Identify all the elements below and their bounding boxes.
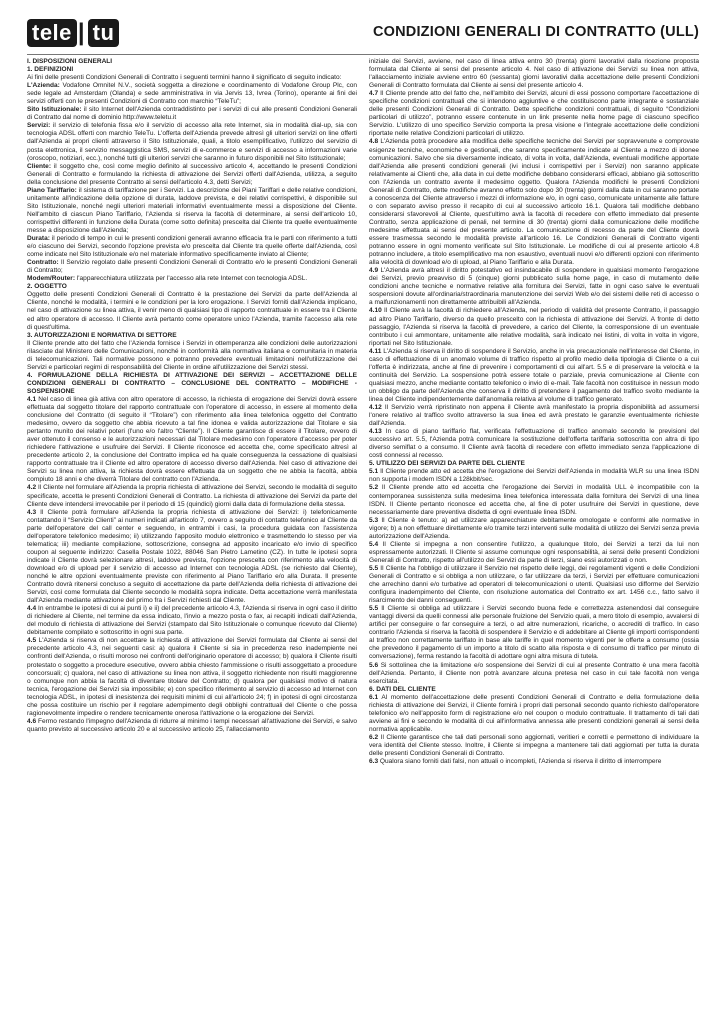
numbered-clause bbox=[27, 718, 357, 734]
clause-text: Il Cliente ha l'obbligo di utilizzare il Servizio nel rispetto delle leggi, dei regolamenti vigenti e delle Condizioni Generali di Contratto e si obbliga a non utilizzare, o far utilizzare da terzi, i Servizi per effettuare comunicazioni che arrechino danni e/o turbative ad operatori di telecomunicazioni o utenti. Qualsiasi uso difforme del Servizio configura inadempimento del Cliente, con risoluzione automatica del Contratto ex art. 1456 c.c., fatto salvo il risarcimento dei danni conseguenti. bbox=[369, 564, 699, 605]
numbered-clause bbox=[27, 396, 357, 485]
definition bbox=[27, 122, 357, 162]
clause-text: il periodo di tempo in cui le presenti condizioni generali avranno efficacia fra le parti con riferimento a tutti e/o ciascuno dei Servizi, secondo l'opzione prevista e/o prescelta dal Cliente tra quelle offerte dall'Azienda, così come indicate nel Sito Istituzionale e/o nel materiale informativo specificamente inviato al Cliente; bbox=[27, 235, 357, 259]
clause-text: Al momento dell'accettazione delle presenti Condizioni Generali di Contratto e della formulazione della richiesta di attivazione dei Servizi, il Cliente fornirà i propri dati personali secondo quanto richiesto dall'operatore telefonico e/o nell'apposito form di registrazione e/o nel coupon o modulo contrattuale. Il trattamento di tali dati avviene ai fini e secondo le modalità di cui all'informativa annessa alle presenti condizioni generali ai sensi della normativa applicabile. bbox=[369, 693, 699, 733]
numbered-clause bbox=[369, 734, 699, 758]
clause-text: Qualora siano forniti dati falsi, non attuali o incompleti, l'Azienda si riserva il diritto di interrompere bbox=[378, 758, 662, 766]
numbered-clause bbox=[369, 541, 699, 565]
section-heading: 1. DEFINIZIONI bbox=[27, 66, 74, 74]
clause-number: 4.8 bbox=[369, 138, 379, 146]
definition bbox=[27, 259, 357, 275]
definition-term: Piano Tariffario: bbox=[27, 186, 77, 194]
paragraph: Ai fini delle presenti Condizioni Generali di Contratto i seguenti termini hanno il significato di seguito indicato: bbox=[27, 74, 342, 82]
clause-text: Il Cliente prende atto ed accetta che l'erogazione dei Servizi dell'Azienda in modalità WLR su una linea ISDN non supporta i modem ISDN a 128kbit/sec. bbox=[369, 468, 699, 484]
clause-text: Nel caso di linea già attiva con altro operatore di accesso, la richiesta di erogazione dei Servizi dovrà essere effettuata dal soggetto titolare del rapporto contrattuale con l'operatore di accesso, in essere al momento della conclusione del Contratto (di seguito il “Titolare”) con riferimento alla linea telefonica oggetto del Contratto medesimo, ovvero da soggetto che abbia ricevuto a tal fine idonea e valida autorizzazione dal Titolare e sia pertanto munito dei relativi poteri (l'uno e/o l'altro “Cliente”). Il Cliente garantisce di essere il Titolare, ovvero di aver ottenuto il consenso e le autorizzazioni necessari dal Titolare medesimo con l'operatore d'accesso per poter richiedere l'attivazione e usufruire dei Servizi. Il Cliente riconosce ed accetta che, come specificato altresì al precedente articolo 2, la conclusione del Contratto implica ed ha quale conseguenza la cessazione di qualsiasi rapporto contrattuale tra il Cliente ed altro operatore di accesso diverso dall'Azienda. Nel caso di attivazione dei Servizi su linea non attiva, la richiesta dovrà essere effettuata da un soggetto che ne abbia la facoltà, abbia compiuto 18 anni e che diverrà Titolare del contratto con l'Azienda. bbox=[27, 395, 357, 484]
clause-number: 4.12 bbox=[369, 404, 382, 412]
clause-text: Il Cliente nel formulare all'Azienda la propria richiesta di attivazione dei Servizi, secondo le modalità di seguito specificate, accetta le presenti Condizioni Generali di Contratto. La richiesta di attivazione dei Servizi da parte del Cliente deve intendersi irrevocabile per il periodo di 15 (quindici) giorni dalla data di formulazione della stessa. bbox=[27, 484, 357, 508]
numbered-clause bbox=[369, 662, 699, 686]
numbered-clause bbox=[27, 637, 357, 717]
numbered-clause bbox=[369, 307, 699, 347]
numbered-clause bbox=[369, 428, 699, 460]
numbered-clause bbox=[369, 565, 699, 605]
clause-text: Il Servizio regolato dalle presenti Condizioni Generali di Contratto e/o le presenti Condizioni Generali di Contratto; bbox=[27, 259, 357, 275]
definition bbox=[27, 82, 357, 106]
clause-text: il servizio di telefonia fissa e/o il servizio di accesso alla rete Internet, sia in modalità dial-up, sia con tecnologia ADSL offerti con marchio TeleTu. L'offerta dell'Azienda prevede altresì gli ulteriori servizi on line offerti dall'Azienda ai propri clienti attraverso il Sito Istituzionale, quali, a titolo esemplificativo, l'utilizzo del servizio di posta elettronica, il servizio messaggistica SMS, servizi di e-commerce e servizi di accesso a informazioni varie (oroscopo, notiziari, ecc.), nonché tutti gli ulteriori servizi che saranno in futuro disponibili nel Sito Istituzionale; bbox=[27, 122, 357, 162]
definition-term: Durata: bbox=[27, 235, 50, 243]
definition-term: L'Azienda: bbox=[27, 82, 60, 90]
definition bbox=[27, 187, 357, 235]
numbered-clause bbox=[27, 605, 357, 637]
clause-number: 4.1 bbox=[27, 395, 37, 403]
clause-number: 5.4 bbox=[369, 540, 379, 548]
document-body bbox=[27, 58, 699, 1018]
numbered-clause bbox=[369, 468, 699, 484]
clause-number: 4.3 bbox=[27, 508, 37, 516]
clause-text: L'Azienda potrà procedere alla modifica delle specifiche tecniche dei Servizi per sopravvenute e comprovate esigenze tecniche, economiche e gestionali, che saranno specificamente indicate al Cliente a mezzo di idonee comunicazioni. Salvo che sia diversamente indicato, di volta in volta, dall'Azienda, eventuali modifiche apportate dall'Azienda alle presenti condizioni generali (ivi inclusi i corrispettivi per i Servizi) non saranno applicate relativamente ai Clienti che, alla data in cui dette modifiche debbano considerarsi efficaci, abbiano già sottoscritto con l'Azienda un contratto avente il medesimo oggetto. Qualora l'Azienda modifichi le presenti Condizioni Generali di Contratto, dette modifiche avranno effetto solo dopo 30 (trenta) giorni dalla data in cui saranno portate a conoscenza del Cliente attraverso i mezzi di informazione e/o, in ogni caso, comunicate unitamente alle fatture o con separato avviso presso il recapito di cui al successivo articolo 16.1. Qualora tali modifiche debbano considerarsi sfavorevoli al Cliente, quest'ultimo avrà la facoltà di recedere con effetto immediato dal presente Contratto, senza applicazione di penali, nel termine di 30 (trenta) giorni dalla comunicazione delle modifiche medesime effettuata ai sensi del presente articolo. La comunicazione di recesso da parte del Cliente dovrà essere trasmessa secondo le modalità previste all'articolo 16. Le Condizioni Generali di Contratto vigenti potranno essere in ogni momento verificate sul Sito Istituzionale. Le modifiche di cui al presente articolo 4.8 potranno includere, a titolo esemplificativo ma non esaustivo, eventuali nuovi e/o differenti opzioni con riferimento alla velocità di download e/o di upload, al Piano Tariffario e alla Durata. bbox=[369, 138, 699, 267]
numbered-clause bbox=[369, 694, 699, 734]
section-heading: 3. AUTORIZZAZIONI E NORMATIVA DI SETTORE bbox=[27, 331, 177, 339]
clause-text: In entrambe le ipotesi di cui ai punti i) e ii) del precedente articolo 4.3, l'Azienda si riserva in ogni caso il diritto di richiedere al Cliente, nel termine da essa indicato, l'invio a mezzo posta o fax, ai recapiti indicati dall'Azienda, del modulo di richiesta di attivazione dei Servizi (stampato dal Sito Istituzionale o comunque ricevuto dal Cliente) debitamente compilato e sottoscritto in ogni sua parte. bbox=[27, 605, 357, 637]
definition-term: Cliente: bbox=[27, 162, 52, 170]
definition bbox=[27, 163, 357, 187]
numbered-clause bbox=[369, 267, 699, 307]
clause-number: 6.2 bbox=[369, 733, 379, 741]
section-heading: 5. UTILIZZO DEI SERVIZI DA PARTE DEL CLIENTE bbox=[369, 460, 525, 468]
section-heading: 6. DATI DEL CLIENTE bbox=[369, 685, 436, 693]
clause-text: Il Cliente garantisce che tali dati personali sono aggiornati, veritieri e corretti e permettono di individuare la vera identità del Cliente stesso. Inoltre, il Cliente si impegna a mantenere tali dati aggiornati per tutta la durata delle presenti Condizioni Generali di Contratto. bbox=[369, 733, 699, 758]
definition-term: Contratto: bbox=[27, 259, 59, 267]
logo-right: tu bbox=[88, 19, 120, 47]
clause-number: 4.7 bbox=[369, 90, 379, 98]
definition bbox=[27, 235, 357, 259]
clause-text: Il Servizio verrà ripristinato non appena il Cliente avrà manifestato la propria disponibilità ad assumersi l'onere relativo al traffico svolto attraverso la sua linea ed avrà prestato le garanzie eventualmente richieste dall'Azienda. bbox=[369, 404, 699, 428]
clause-number: 4.6 bbox=[27, 717, 37, 725]
numbered-clause bbox=[369, 138, 699, 267]
clause-number: 5.6 bbox=[369, 661, 379, 669]
logo-separator: | bbox=[77, 19, 85, 46]
definition-term: Sito Istituzionale: bbox=[27, 106, 82, 114]
clause-text: l'apparecchiatura utilizzata per l'accesso alla rete Internet con tecnologia ADSL. bbox=[75, 275, 308, 283]
clause-number: 4.5 bbox=[27, 637, 37, 645]
numbered-clause bbox=[27, 509, 357, 606]
clause-number: 4.9 bbox=[369, 267, 379, 275]
numbered-clause bbox=[369, 605, 699, 661]
definition-term: Servizi: bbox=[27, 122, 51, 130]
numbered-clause bbox=[369, 348, 699, 404]
clause-number: 4.2 bbox=[27, 484, 37, 492]
clause-text: Si sottolinea che la limitazione e/o sospensione dei Servizi di cui al presente Contratto è una mera facoltà dell'Azienda. Pertanto, il Cliente non potrà avanzare alcuna pretesa nel caso in cui tale facoltà non venga esercitata. bbox=[369, 661, 699, 685]
clause-number: 5.3 bbox=[369, 516, 379, 524]
clause-text: L'Azienda si riserva il diritto di sospendere il Servizio, anche in via precauzionale nell'interesse del Cliente, in caso di effettuazione di un anomalo volume di traffico rispetto al profilo medio della tipologia di Cliente o a cui l'offerta è indirizzata, anche al fine di prevenire i comportamenti di cui all'art. 5.5 e di preservare la velocità e la continuità del Servizio. La sospensione potrà essere totale o parziale, previa comunicazione al Cliente con qualsiasi mezzo, anche mediante contatto telefonico o invio di e-mail. Tale facoltà non costituisce in nessun modo un obbligo da parte dell'Azienda che conserva il diritto di pretendere il pagamento del traffico svolto mediante la linea del Cliente indipendentemente dall'anomalia relativa al volume di traffico generato. bbox=[369, 347, 699, 403]
left-column bbox=[27, 58, 357, 1018]
clause-text: Il Cliente si obbliga ad utilizzare i Servizi secondo buona fede e correttezza astenendosi dal conseguire vantaggi diversi da quelli connessi alle personale fruizione del Servizio quali, a mero titolo di esempio, avvalersi di artifici per conseguire o far conseguire a terzi, o ad altre numerazioni, ricariche, o accrediti di traffico. In caso contrario l'Azienda si riserva la facoltà di sospendere il Servizio e di addebitare al Cliente gli importi corrispondenti al traffico non correttamente tariffato in base alle tariffe in quel momento vigenti per le offerte a consumo (ossia che prevedono il pagamento di un importo a titolo di scatto alla risposta e di consumo di traffico per minuto di conversazione), ferma restando la facoltà di adottare ogni altra misura di tutela. bbox=[369, 605, 699, 661]
paragraph: iniziale dei Servizi, avviene, nel caso di linea attiva entro 30 (trenta) giorni lavorativi dalla ricezione proposta formulata dal Cliente ai sensi del presente articolo 4. Nel caso di attivazione dei Servizi su linea non attiva, l'allacciamento iniziale avviene entro 60 (sessanta) giorni lavorativi dalla accettazione delle presenti Condizioni Generali di Contratto formulata dal Cliente ai sensi del presente articolo 4. bbox=[369, 58, 699, 90]
logo-left: tele bbox=[27, 19, 77, 47]
teletu-logo bbox=[27, 18, 119, 48]
clause-text: Il Cliente si impegna a non consentire l'utilizzo, a qualunque titolo, dei Servizi a terzi da lui non espressamente autorizzati. Il Cliente si assume comunque ogni responsabilità, ai sensi delle presenti Condizioni Generali di Contratto, rispetto all'utilizzo dei Servizi da parte di terzi, siano essi autorizzati o non. bbox=[369, 540, 699, 564]
numbered-clause bbox=[369, 517, 699, 541]
clause-text: Il Cliente prende atto ed accetta che l'erogazione dei Servizi in modalità ULL è incompatibile con la contemporanea sussistenza sulla medesima linea telefonica interessata dalla fornitura dei Servizi di una linea ISDN. Il Cliente pertanto riconosce ed accetta che, al fine di poter usufruire dei Servizi in questione, deve necessariamente dare preventiva disdetta di ogni eventuale linea ISDN. bbox=[369, 484, 699, 516]
clause-number: 5.1 bbox=[369, 468, 379, 476]
numbered-clause bbox=[369, 758, 699, 766]
clause-text: L'Azienda avrà altresì il diritto potestativo ed insindacabile di sospendere in qualsiasi momento l'erogazione dei Servizi, previo preavviso di 5 (cinque) giorni pubblicato sulla home page, in caso di mutamento delle condizioni anche tecniche e normative relative alla fornitura dei Servizi, fatte in ogni caso salve le eventuali sospensioni dovute all'ordinaria/straordinaria manutenzione dei servizi Web e/o dei sistemi delle reti di accesso o a malfunzionamenti non direttamente attribuibili all'Azienda. bbox=[369, 267, 699, 307]
clause-number: 5.2 bbox=[369, 484, 379, 492]
right-column bbox=[369, 58, 699, 1018]
clause-text: il soggetto che, così come meglio definito al successivo articolo 4, accettando le presenti Condizioni Generali di Contratto e formulando la richiesta di attivazione dei Servizi offerti dall'Azienda, utilizza, a seguito della conclusione del presente Contratto ai sensi dell'articolo 4.3, detti Servizi; bbox=[27, 162, 357, 186]
clause-number: 4.11 bbox=[369, 347, 382, 355]
section-heading: 4. FORMULAZIONE DELLA RICHIESTA DI ATTIVAZIONE DEI SERVIZI – ACCETTAZIONE DELLE CONDIZIONI GENERALI DI CONTRATTO – CONCLUSIONE DEL CONTRATTO – MODIFICHE - SOSPENSIONE bbox=[27, 371, 357, 395]
section-heading: I. DISPOSIZIONI GENERALI bbox=[27, 58, 113, 65]
section-heading: 2. OGGETTO bbox=[27, 283, 67, 291]
definition bbox=[27, 275, 357, 283]
numbered-clause bbox=[369, 484, 699, 516]
clause-text: In caso di piano tariffario flat, verificata l'effettuazione di traffico anomalo secondo le previsioni del successivo art. 5.5, l'Azienda potrà comunicare la sostituzione dell'offerta tariffaria sottoscritta con altra di tipo diverso semiflat o a consumo. Il Cliente avrà facoltà di recedere con effetto immediato senza l'applicazione di costi connessi al recesso. bbox=[369, 428, 699, 460]
clause-number: 5.5 bbox=[369, 605, 379, 613]
document-title: CONDIZIONI GENERALI DI CONTRATTO (ULL) bbox=[372, 24, 699, 40]
paragraph: Oggetto delle presenti Condizioni Generali di Contratto è la prestazione dei Servizi da parte dell'Azienda al Cliente, nonché le modalità, i termini e le condizioni per la loro erogazione. I Servizi forniti dall'Azienda implicano, nel caso di attivazione su linea attiva, il venir meno di qualsiasi tipo di rapporto contrattuale in essere tra il Cliente ed altro operatore di accesso. Il Cliente avrà pertanto come operatore unico l'Azienda, tramite l'accesso alla rete di quest'ultima. bbox=[27, 291, 357, 331]
numbered-clause bbox=[369, 404, 699, 428]
clause-text: L'Azienda si riserva di non accettare la richiesta di attivazione dei Servizi formulata dal Cliente ai sensi del precedente articolo 4.3, nei seguenti casi: a) qualora il Cliente si sia in precedenza reso inadempiente nei confronti dell'Azienda, o risulti moroso nei confronti dell'originario operatore di accesso; b) qualora il Cliente risulti protestato o soggetto a procedure esecutive, ovvero abbia chiesto l'ammissione o risulti assoggettato a procedure concorsuali; c) qualora, nel caso di attivazione su linea non attiva, il soggetto richiedente non risulti maggiorenne o comunque non abbia la facoltà di diventare titolare del Contratto; d) qualora per qualsiasi motivo di natura tecnica, l'erogazione dei Servizi sia impossibile; e) con specifico riferimento al servizio di accesso ad Internet con tecnologia ADSL, in ipotesi di inesistenza dei requisiti minimi di cui all'articolo 24; f) in ipotesi di ogni circostanza che possa costituire un rischio per il regolare adempimento degli obblighi contrattuali del Cliente o che possa ragionevolmente impedire o rendere tecnicamente onerosa l'attivazione o la erogazione dei Servizi. bbox=[27, 637, 357, 717]
clause-number: 4.4 bbox=[27, 605, 37, 613]
definition-term: Modem/Router: bbox=[27, 275, 76, 283]
numbered-clause bbox=[369, 90, 699, 138]
clause-text: Fermo restando l'impegno dell'Azienda di ridurre al minimo i tempi necessari all'attivazione dei Servizi, e salvo quanto previsto al successivo articolo 20 e al successivo articolo 25, l'allacciamento bbox=[27, 717, 357, 733]
clause-text: Il Cliente è tenuto: a) ad utilizzare apparecchiature debitamente omologate e conformi alle normative in vigore; b) a non effettuare direttamente e/o tramite terzi interventi sulle modalità di utilizzo dei Servizi senza previa autorizzazione dell'Azienda. bbox=[369, 516, 699, 540]
paragraph: Il Cliente prende atto del fatto che l'Azienda fornisce i Servizi in ottemperanza alle condizioni delle autorizzazioni rilasciate dal Ministero delle Comunicazioni, nonché in conformità alla normativa italiana e comunitaria in materia di telecomunicazioni. Tali normative possono e potranno prevedere eventuali limitazioni nell'utilizzazione dei Servizi e particolari regimi di responsabilità del Cliente in ordine all'utilizzazione dei Servizi stessi. bbox=[27, 339, 357, 371]
clause-number: 5.5 bbox=[369, 564, 379, 572]
clause-text: il sito Internet dell'Azienda contraddistinto per i servizi di cui alle presenti Condizioni Generali di Contratto dal nome di dominio http://www.teletu.it bbox=[27, 106, 357, 122]
clause-text: Il Cliente potrà formulare all'Azienda la propria richiesta di attivazione dei Servizi: i) telefonicamente contattando il “Servizio Clienti” ai numeri indicati all'articolo 7, ovvero a seguito di contatto telefonico al Cliente da parte dell'operatore del call center e seguendo, in entrambi i casi, la procedura guidata con l'assistenza dell'operatore telefonico medesimo; ii) utilizzando l'apposito modulo elettronico e trasmettendo lo stesso per via telematica; iii) mediante compilazione, sottoscrizione, consegna ad apposito incaricato e/o invio di specifico coupon al seguente indirizzo: Casella Postale 1022, 88046 San Pietro Lametino (CZ). In tutte le ipotesi sopra indicate il Cliente dovrà selezionare altresì, laddove prevista, l'opzione prescelta con riferimento alla velocità di download e/o di upload per il servizio di accesso ad Internet con tecnologia ADSL (se richiesto dal Cliente), nonché le altre opzioni eventualmente previste con riferimento al Piano Tariffario e/o alla Durata. Il presente Contratto dovrà ritenersi concluso a seguito di accettazione da parte dell'Azienda della richiesta di attivazione dei Servizi, così come formulata dal Cliente secondo le modalità sopra indicate. Detta accettazione verrà manifestata dall'Azienda mediante attivazione del primo fra i Servizi richiesti dal Cliente. bbox=[27, 508, 357, 605]
numbered-clause bbox=[27, 484, 357, 508]
definition bbox=[27, 106, 357, 122]
clause-number: 6.3 bbox=[369, 758, 379, 766]
page-header bbox=[27, 18, 699, 52]
clause-number: 4.10 bbox=[369, 307, 382, 315]
clause-text: Il Cliente avrà la facoltà di richiedere all'Azienda, nel periodo di validità del presente Contratto, il passaggio ad altro Piano Tariffario, diverso da quello prescelto con la richiesta di attivazione dei Servizi. A fronte di detto passaggio, l'Azienda si riserva la facoltà di prevedere, a carico del Cliente, la corresponsione di un eventuale contributo i cui ammontare, unitamente alle relative modalità, sarà indicato nei listini, di volta in volta in vigore, riportati nel Sito Istituzionale. bbox=[369, 307, 699, 347]
clause-number: 6.1 bbox=[369, 693, 379, 701]
clause-number: 4.13 bbox=[369, 428, 382, 436]
clause-text: il sistema di tariffazione per i Servizi. La descrizione dei Piani Tariffari e delle relative condizioni, unitamente all'indicazione della opzione di durata, laddove prevista, e dei relativi corrispettivi, è disponibile sul Sito Istituzionale, nonché negli ulteriori materiali informativi eventualmente messi a disposizione del Cliente. Nell'ambito di ciascun Piano Tariffario, l'Azienda si riserva la facoltà di determinare, ai sensi dell'articolo 10, corrispettivi differenti in funzione della Durata (come sotto definita) prescelta dal Cliente tra quelle eventualmente messe a disposizione dall'Azienda; bbox=[27, 186, 357, 234]
header-divider bbox=[27, 54, 699, 55]
clause-text: Vodafone Omnitel N.V., società soggetta a direzione e coordinamento di Vodafone Group Plc, con sede legale ad Amsterdam (Olanda) e sede amministrativa in via Jervis 13, Ivrea (Torino), operante ai fini dei servizi offerti con le presenti Condizioni di Contratto con marchio “TeleTu”; bbox=[27, 82, 357, 106]
clause-text: Il Cliente prende atto del fatto che, nell'ambito dei Servizi, alcuni di essi possono comportare l'accettazione di specifiche condizioni contrattuali che si intendono aggiuntive e che costituiscono parte integrante e sostanziale delle presenti Condizioni Generali di Contratto. Dette specifiche condizioni contrattuali, di seguito “Condizioni particolari di utilizzo”, potranno essere contenute in un link presente nella home page di ciascuno specifico Servizio. L'utilizzo di uno specifico Servizio comporta la presa visione e l'integrale accettazione delle condizioni riportate nelle relative Condizioni particolari di utilizzo. bbox=[369, 90, 699, 138]
